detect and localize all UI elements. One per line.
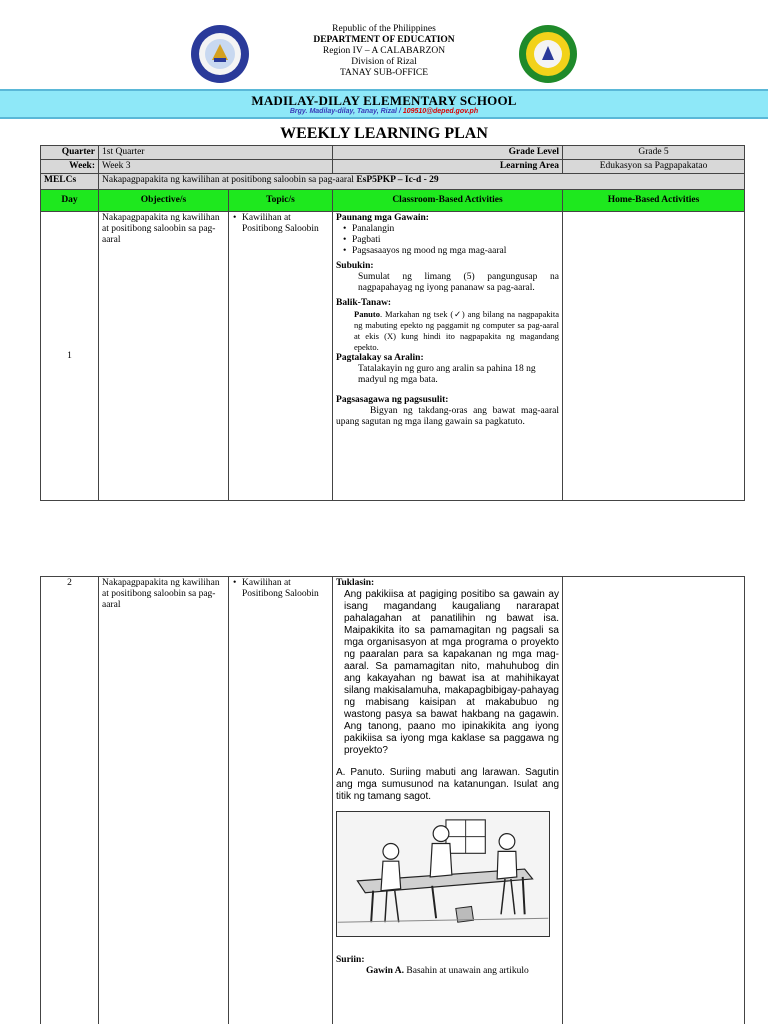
- day1-s3-body: [336, 309, 559, 353]
- students-working-illustration: [336, 811, 550, 937]
- school-address: [0, 108, 768, 115]
- school-banner: [0, 89, 768, 119]
- learning-plan-table-continued: [40, 576, 745, 1024]
- week-value: Week 3: [99, 160, 333, 174]
- day2-t3-text: Basahin at unawain ang artikulo: [404, 966, 529, 976]
- area-label: Learning Area: [333, 160, 563, 174]
- department-line: DEPARTMENT OF EDUCATION: [313, 35, 455, 45]
- day1-number: 1: [41, 212, 99, 501]
- page-title: WEEKLY LEARNING PLAN: [280, 125, 488, 142]
- day1-s2-title: Subukin:: [336, 261, 374, 271]
- school-name: MADILAY-DILAY ELEMENTARY SCHOOL: [251, 93, 517, 108]
- grade-value: Grade 5: [563, 146, 745, 160]
- day2-t3-title: Suriin:: [336, 955, 365, 965]
- day1-s5-text: Bigyan ng takdang-oras ang bawat mag-aaral upang sagutan ng mga ilang gawain sa pagkatuto.: [336, 406, 560, 427]
- melcs-text: Nakapagpapakita ng kawilihan at positibong saloobin sa pag-aaral: [102, 175, 357, 185]
- day1-s3-lead: Panuto: [354, 309, 380, 319]
- division-line: Division of Rizal: [351, 57, 417, 67]
- day2-t1-title: Tuklasin:: [336, 578, 375, 588]
- col-topics: Topic/s: [229, 190, 333, 212]
- meta-row-week: [41, 160, 745, 174]
- quarter-label: Quarter: [41, 146, 99, 160]
- region-line: Region IV – A CALABARZON: [322, 46, 446, 56]
- day2-home-activities: [563, 577, 745, 1024]
- day1-s1-item: • Pagbati: [342, 235, 559, 246]
- col-home: Home-Based Activities: [563, 190, 745, 212]
- school-seal-icon: [518, 24, 578, 84]
- day2-t1-text: Ang pakikiisa at pagiging positibo sa gawain ay isang magandang kaugaliang nararapat pahalagahan at panatilihin ng bawat isa. Maipakikita ito sa pamamagitan ng pagsali sa mga organisasyon at mga programa o proyekto ng paaralan para sa kapakanan ng mga mag-aaral. Sa pamamagitan nito, mahuhubog din ang kakayahan ng bawat isa at mahihikayat silang makisalamuha, makapagbibigay-pahayag ng mabisang kaisipan at makabubuo ng wastong pasya sa bawat hakbang na gagawin. Ang tanong, paano mo ipinakikita ang iyong pakikiisa sa iyong mga kaklase sa paggawa ng proyekto?: [344, 589, 559, 756]
- agency-lines: [0, 24, 768, 79]
- column-header-row: [41, 190, 745, 212]
- day1-s1-item: • Pagsasaayos ng mood ng mga mag-aaral: [342, 246, 559, 257]
- day2-row: [41, 577, 745, 1024]
- school-email: 109510@deped.gov.ph: [402, 108, 479, 115]
- day1-s2-text: Sumulat ng limang (5) pangungusap na nagpapahayag ng iyong pananaw sa pag-aaral.: [358, 272, 560, 293]
- melcs-content: [99, 174, 745, 190]
- day2-number: 2: [41, 577, 99, 1024]
- day1-s3-text: . Markahan ng tsek (✓) ang bilang na nagpapakita ng mabuting epekto ng paggamit ng computer sa pag-aaral at ekis (X) kung hindi ito nagpapakita ng magandang epekto.: [354, 309, 560, 352]
- day2-topic: [229, 577, 333, 1024]
- col-objectives: Objective/s: [99, 190, 229, 212]
- day1-s4-title: Pagtalakay sa Aralin:: [336, 353, 424, 363]
- col-day: Day: [41, 190, 99, 212]
- day2-t2-text: A. Panuto. Suriing mabuti ang larawan. Sagutin ang mga sumusunod na katanungan. Isulat ang titik ng tamang sagot.: [336, 767, 559, 802]
- grade-label: Grade Level: [333, 146, 563, 160]
- day2-objective: Nakapagpapakita ng kawilihan at positibong saloobin sa pag-aaral: [99, 577, 229, 1024]
- day2-t3-body: [336, 966, 559, 977]
- day1-s3-title: Balik-Tanaw:: [336, 298, 392, 308]
- melcs-code: EsP5PKP – Ic-d - 29: [356, 175, 439, 185]
- suboffice-line: TANAY SUB-OFFICE: [339, 68, 428, 78]
- melcs-label: MELCs: [41, 174, 99, 190]
- day1-s1-title: Paunang mga Gawain:: [336, 213, 429, 223]
- address-text: Brgy. Madilay-dilay, Tanay, Rizal /: [289, 108, 403, 115]
- day2-topic-item: • Kawilihan at Positibong Saloobin: [232, 578, 329, 600]
- document-header: [0, 18, 768, 92]
- melcs-row: [41, 174, 745, 190]
- republic-line: Republic of the Philippines: [332, 24, 436, 34]
- area-value: Edukasyon sa Pagpapakatao: [563, 160, 745, 174]
- day1-s4-text: Tatalakayin ng guro ang aralin sa pahina 18 ng madyul ng mga bata.: [358, 364, 536, 385]
- day1-row: [41, 212, 745, 501]
- day1-topic: [229, 212, 333, 501]
- day2-classroom-activities: [333, 577, 563, 1024]
- day2-t3-lead: Gawin A.: [366, 966, 405, 976]
- learning-plan-table: [40, 145, 745, 501]
- col-classroom: Classroom-Based Activities: [333, 190, 563, 212]
- meta-row-quarter: [41, 146, 745, 160]
- quarter-value: 1st Quarter: [99, 146, 333, 160]
- day1-s5-title: Pagsasagawa ng pagsusulit:: [336, 395, 449, 405]
- week-label: Week:: [41, 160, 99, 174]
- day1-home-activities: [563, 212, 745, 501]
- day1-s1-item: • Panalangin: [342, 224, 559, 235]
- day1-objective: Nakapagpapakita ng kawilihan at positibong saloobin sa pag-aaral: [99, 212, 229, 501]
- day1-topic-item: • Kawilihan at Positibong Saloobin: [232, 213, 329, 235]
- day1-classroom-activities: [333, 212, 563, 501]
